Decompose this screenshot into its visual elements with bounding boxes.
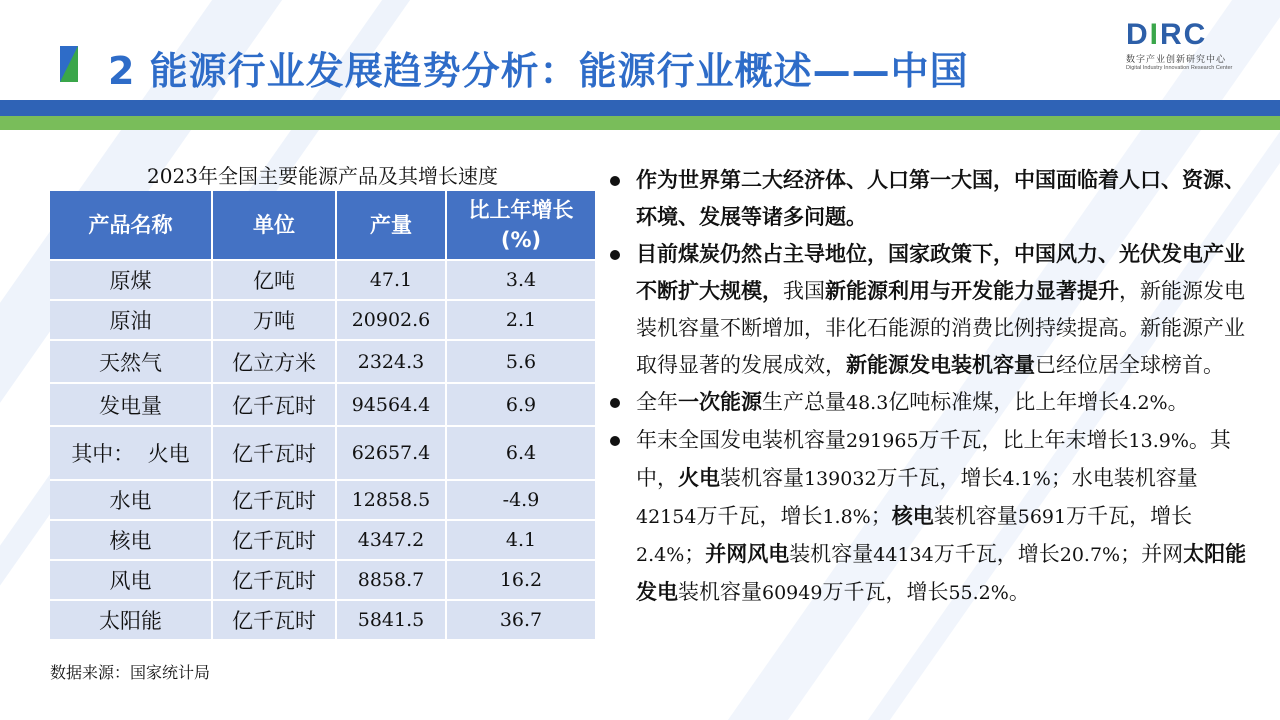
cell-growth: 3.4 — [446, 260, 595, 300]
bullet-text: 万千瓦，增长 — [876, 466, 1003, 490]
bullet-list — [608, 162, 1248, 612]
cell-growth: -4.9 — [446, 480, 595, 520]
cell-product: 原油 — [50, 300, 212, 340]
table-row — [50, 560, 595, 600]
slide-header — [0, 0, 1280, 132]
bullet-text-bold: 新能源利用与开发能力显著提升 — [825, 279, 1119, 303]
bullet-number: 20.7% — [1059, 544, 1121, 566]
cell-product: 太阳能 — [50, 600, 212, 639]
table-row — [50, 340, 595, 383]
bullet-text-bold: 新能源发电装机容量 — [846, 353, 1035, 377]
cell-output: 5841.5 — [336, 600, 446, 639]
cell-output: 47.1 — [336, 260, 446, 300]
cell-output: 4347.2 — [336, 520, 446, 560]
title-accent-icon — [60, 46, 78, 82]
bullet-text: 万千瓦，增长 — [1066, 504, 1193, 528]
table-row — [50, 383, 595, 426]
bullet-text: 。其中， — [636, 428, 1231, 490]
cell-unit: 亿吨 — [212, 260, 336, 300]
table-row — [50, 426, 595, 480]
bullet-text: 万千瓦，增长 — [822, 580, 949, 604]
logo-english-name: Digital Industry Innovation Research Center — [1126, 65, 1233, 71]
bullet-text-bold: 火电 — [678, 466, 720, 490]
header-product-name: 产品名称 — [50, 191, 212, 260]
bullet-text: 已经位居全球榜首。 — [1035, 353, 1224, 377]
cell-growth: 4.1 — [446, 520, 595, 560]
cell-unit: 亿千瓦时 — [212, 480, 336, 520]
cell-growth: 5.6 — [446, 340, 595, 383]
cell-unit: 亿千瓦时 — [212, 520, 336, 560]
cell-unit: 亿千瓦时 — [212, 426, 336, 480]
table-row — [50, 300, 595, 340]
bullet-number: 44134 — [873, 544, 934, 566]
bullet-text: 年末全国发电装机容量 — [636, 428, 846, 452]
cell-product: 发电量 — [50, 383, 212, 426]
bullet-text: 亿吨标准煤，比上年增长 — [888, 390, 1120, 414]
bullet-number: 4.1% — [1002, 468, 1051, 490]
cell-output: 94564.4 — [336, 383, 446, 426]
bullet-text-bold: 一次能源 — [678, 390, 762, 414]
bullet-text-bold: 目前煤炭仍然占主导地位，国家政策下，中国风力、光伏发电产业不断扩大规模， — [636, 242, 1245, 303]
bullet-number: 55.2% — [948, 582, 1009, 604]
bullet-text: 万千瓦，增长 — [696, 504, 823, 528]
data-source-note: 数据来源：国家统计局 — [50, 663, 211, 682]
cell-product: 其中： 火电 — [50, 426, 212, 480]
bullet-text-bold: 核电 — [891, 504, 934, 528]
cell-output: 12858.5 — [336, 480, 446, 520]
bullet-number: 60949 — [762, 582, 823, 604]
cell-unit: 亿千瓦时 — [212, 600, 336, 639]
bullet-item — [608, 384, 1248, 422]
bullet-text: ；水电装机容量 — [1050, 466, 1198, 490]
bullet-item — [608, 422, 1248, 612]
bullet-text: 装机容量 — [720, 466, 804, 490]
cell-unit: 万吨 — [212, 300, 336, 340]
header-unit: 单位 — [212, 191, 336, 260]
bullet-item — [608, 236, 1248, 384]
cell-growth: 6.9 — [446, 383, 595, 426]
cell-unit: 亿千瓦时 — [212, 383, 336, 426]
bullet-number: 5691 — [1017, 506, 1067, 528]
header-growth-line1: 比上年增长 — [468, 198, 574, 222]
bullet-text: ； — [684, 542, 706, 566]
cell-product: 风电 — [50, 560, 212, 600]
cell-growth: 2.1 — [446, 300, 595, 340]
logo-mark: DIRC — [1126, 18, 1208, 51]
bullet-text: 装机容量 — [789, 542, 874, 566]
bullet-text-bold: 并网风电 — [705, 542, 790, 566]
bullet-number: 1.8% — [822, 506, 871, 528]
bullet-text-bold: 太阳能发电 — [636, 542, 1247, 604]
cell-output: 8858.7 — [336, 560, 446, 600]
bullet-number: 291965 — [846, 430, 919, 452]
slide-title: 2 能源行业发展趋势分析：能源行业概述——中国 — [108, 49, 969, 93]
bullet-number: 139032 — [804, 468, 877, 490]
cell-growth: 16.2 — [446, 560, 595, 600]
table-row — [50, 600, 595, 639]
bullet-number: 42154 — [636, 506, 697, 528]
bullet-number: 2.4% — [636, 544, 685, 566]
bullet-text: ；并网 — [1120, 542, 1184, 566]
bullet-text: 万千瓦，增长 — [933, 542, 1060, 566]
bullet-item — [608, 162, 1248, 236]
header-growth — [446, 191, 595, 260]
cell-unit: 亿千瓦时 — [212, 560, 336, 600]
header-growth-line2: (%) — [500, 228, 542, 252]
bullet-text: ； — [870, 504, 892, 528]
cell-product: 水电 — [50, 480, 212, 520]
bullet-text: 。 — [1008, 580, 1030, 604]
table-caption: 2023年全国主要能源产品及其增长速度 — [147, 164, 498, 188]
bullet-number: 48.3 — [846, 392, 889, 414]
bullet-text: 作为世界第二大经济体、人口第一大国，中国面临着人口、资源、环境、发展等诸多问题。 — [636, 168, 1245, 229]
bullet-text: ，新能源发电装机容量不断增加，非化石能源的消费比例持续提高。新能源产业取得显著的发展成效， — [636, 279, 1245, 377]
cell-growth: 6.4 — [446, 426, 595, 480]
table-row — [50, 480, 595, 520]
logo-chinese-name: 数字产业创新研究中心 — [1126, 55, 1227, 65]
cell-product: 天然气 — [50, 340, 212, 383]
bullet-number: 13.9% — [1128, 430, 1189, 452]
cell-product: 核电 — [50, 520, 212, 560]
bullet-text: 生产总量 — [762, 390, 846, 414]
bullet-text: 全年 — [636, 390, 678, 414]
cell-unit: 亿立方米 — [212, 340, 336, 383]
cell-output: 2324.3 — [336, 340, 446, 383]
bullet-text: 装机容量 — [678, 580, 762, 604]
cell-output: 62657.4 — [336, 426, 446, 480]
energy-production-table — [50, 191, 595, 639]
dirc-logo — [1126, 20, 1246, 71]
bullet-text: 。 — [1167, 390, 1189, 414]
header-output: 产量 — [336, 191, 446, 260]
bullet-text: 万千瓦，比上年末增长 — [918, 428, 1129, 452]
cell-output: 20902.6 — [336, 300, 446, 340]
table-row — [50, 260, 595, 300]
table-row — [50, 520, 595, 560]
logo-letter-accent: I — [1149, 18, 1161, 51]
cell-growth: 36.7 — [446, 600, 595, 639]
bullet-text: 装机容量 — [933, 504, 1018, 528]
table-header-row — [50, 191, 595, 260]
cell-product: 原煤 — [50, 260, 212, 300]
bullet-number: 4.2% — [1119, 392, 1168, 414]
bullet-text: 我国 — [783, 279, 825, 303]
